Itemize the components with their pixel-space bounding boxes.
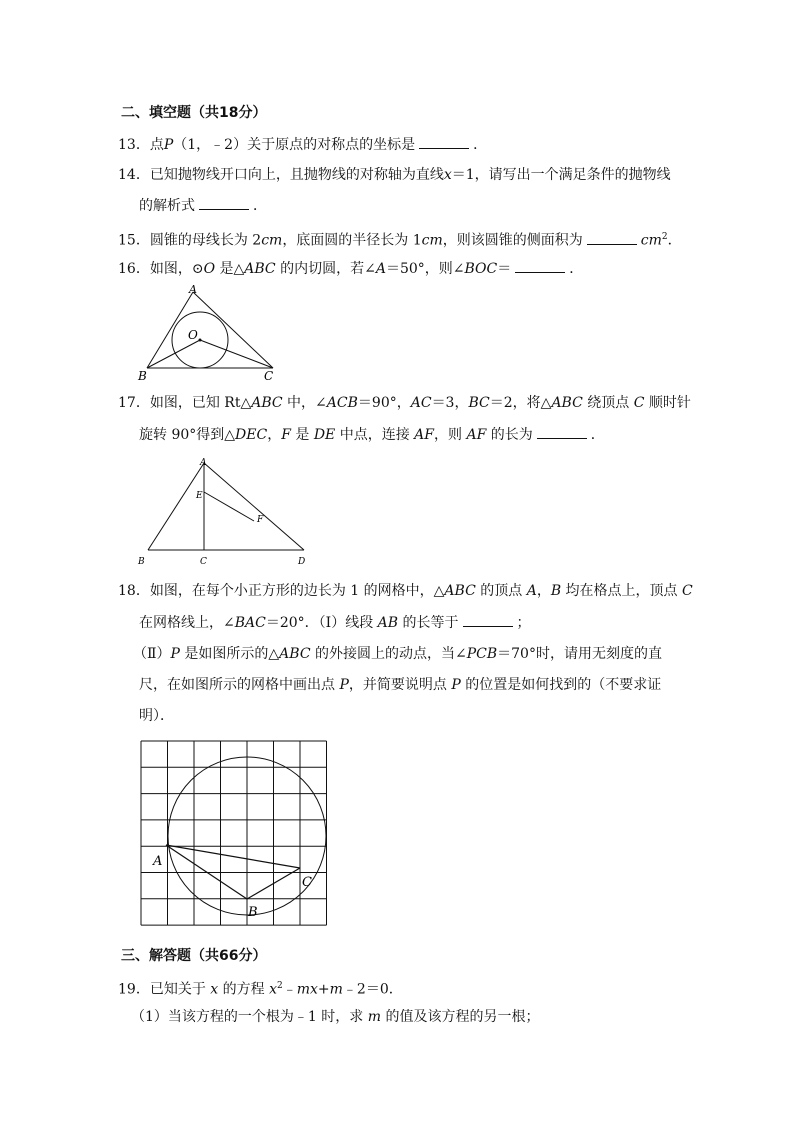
q-number: 15． [118, 232, 150, 249]
var: O [203, 261, 216, 277]
text: 的值及该方程的另一根； [381, 1009, 540, 1025]
text: ＝ [497, 261, 512, 277]
text: ＝2，将△ [489, 395, 552, 411]
question-14-line2 [139, 195, 267, 216]
question-16 [118, 258, 583, 279]
text: 已知关于 [149, 981, 211, 998]
question-17-line2 [139, 424, 605, 445]
text: + [317, 981, 330, 998]
text: 的长等于 [398, 615, 459, 631]
var: DE [313, 427, 336, 443]
var: F [281, 427, 291, 443]
text: 是如图所示的△ [179, 646, 280, 662]
figure-18-grid [140, 740, 330, 930]
answer-blank[interactable] [199, 195, 249, 210]
text: （Ⅱ） [133, 646, 171, 662]
var: ABC [251, 395, 283, 411]
question-18-line1 [118, 581, 693, 601]
question-14-line1 [118, 165, 671, 185]
question-18-line3 [133, 644, 662, 664]
text: 绕顶点 [582, 395, 634, 411]
text: ＝50°，则∠ [385, 261, 465, 277]
text: ＝90°， [357, 395, 411, 411]
label-C: C [264, 369, 274, 382]
text: 已知抛物线开口向上，且抛物线的对称轴为直线 [149, 167, 444, 183]
var: m [329, 981, 343, 998]
text: 的位置是如何找到的（不要求证 [460, 677, 662, 693]
var: BOC [464, 261, 498, 277]
label-B: B [138, 369, 147, 382]
text: 明）． [139, 708, 174, 724]
text: ，则该圆锥的侧面积为 [442, 232, 583, 249]
text: ＝3， [431, 395, 469, 411]
var: C [682, 583, 693, 599]
label-F: F [257, 515, 264, 525]
q-number: 18． [118, 583, 150, 599]
label-C: C [302, 875, 312, 890]
unit: cm [421, 232, 443, 249]
var: ABC [244, 261, 276, 277]
text: ，并简要说明点 [348, 677, 452, 693]
var: AC [410, 395, 432, 411]
text: ． [569, 261, 584, 277]
question-19-part1 [131, 1007, 539, 1027]
var: P [451, 677, 461, 693]
text: 的解析式 [139, 198, 195, 214]
answer-blank[interactable] [537, 424, 587, 439]
var: B [550, 583, 562, 599]
text: ， [267, 427, 282, 443]
question-15 [118, 227, 682, 251]
answer-blank[interactable] [463, 612, 513, 627]
figure-16-incircle [135, 282, 285, 382]
section3-title: 三、解答题（共66分） [121, 948, 267, 964]
text: 圆锥的母线长为 2 [149, 232, 262, 249]
var: ABC [444, 583, 476, 599]
question-17-line1 [118, 393, 691, 413]
text: （1，﹣2）关于原点的对称点的坐标是 [173, 137, 416, 153]
var: ACB [326, 395, 358, 411]
label-D: D [298, 557, 306, 567]
text: 的长为 [486, 427, 533, 443]
var: m [367, 1009, 381, 1025]
text: ，底面圆的半径长为 1 [282, 232, 422, 249]
question-13 [118, 134, 487, 155]
text: ＝1，请写出一个满足条件的抛物线 [451, 167, 671, 183]
text: ， [536, 583, 551, 599]
label-C: C [200, 557, 207, 567]
var: P [339, 677, 349, 693]
var: A [375, 261, 386, 277]
label-B: B [138, 557, 145, 567]
q-number: 17． [118, 395, 150, 411]
var: AF [466, 427, 487, 443]
label-A: A [153, 854, 163, 869]
q-number: 19． [118, 981, 150, 998]
var: DEC [235, 427, 268, 443]
var: BAC [234, 615, 266, 631]
var: x [443, 167, 452, 183]
section2-title: 二、填空题（共18分） [121, 105, 267, 121]
question-18-line2 [139, 612, 531, 633]
unit: cm [640, 232, 662, 249]
var: P [170, 646, 180, 662]
label-E: E [196, 491, 203, 501]
text: 尺，在如图所示的网格中画出点 [139, 677, 340, 693]
var: AF [414, 427, 434, 443]
var: ABC [279, 646, 311, 662]
text: ﹣ [282, 981, 297, 998]
label-O: O [188, 328, 198, 342]
text: （1）当该方程的一个根为﹣1 时，求 [131, 1009, 368, 1025]
text: ． [473, 137, 488, 153]
var: BC [468, 395, 490, 411]
text: 如图，已知 Rt△ [149, 395, 252, 411]
text: 如图，在每个小正方形的边长为 1 的网格中，△ [149, 583, 445, 599]
exponent: 2 [661, 232, 668, 242]
label-A: A [200, 458, 207, 468]
answer-blank[interactable] [587, 230, 637, 245]
var: PCB [466, 646, 498, 662]
text: 均在格点上，顶点 [561, 583, 683, 599]
answer-blank[interactable] [419, 134, 469, 149]
var: x [269, 981, 277, 998]
text: 中点，连接 [335, 427, 415, 443]
text: 顺时针 [644, 395, 691, 411]
unit: cm [261, 232, 283, 249]
text: ﹣2＝0． [342, 981, 403, 998]
var: P [163, 137, 174, 153]
var: x [210, 981, 219, 998]
label-B: B [248, 905, 258, 920]
text: ． [667, 232, 682, 249]
text: 的方程 [218, 981, 270, 998]
answer-blank[interactable] [515, 258, 565, 273]
var: mx [296, 981, 318, 998]
question-18-line4 [139, 675, 661, 695]
var: C [633, 395, 645, 411]
q-number: 14． [118, 167, 150, 183]
text: ； [516, 615, 531, 631]
text: 的外接圆上的动点，当∠ [310, 646, 467, 662]
var: A [526, 583, 537, 599]
exponent: 2 [277, 981, 283, 991]
text: 是△ [215, 261, 245, 277]
text: 如图，⊙ [149, 261, 204, 277]
var: AB [377, 615, 399, 631]
figure-17-rotation [130, 455, 315, 570]
text: ． [590, 427, 605, 443]
text: ＝70°时，请用无刻度的直 [497, 646, 662, 662]
text: ． [253, 198, 267, 214]
text: 是 [290, 427, 314, 443]
text: 旋转 90°得到△ [139, 427, 236, 443]
question-19 [118, 976, 403, 1000]
text: ，则 [434, 427, 467, 443]
q-number: 13． [118, 137, 150, 153]
text: 的内切圆，若∠ [275, 261, 376, 277]
text: 的顶点 [475, 583, 527, 599]
text: ＝20°．（Ⅰ）线段 [265, 615, 378, 631]
q-number: 16． [118, 261, 150, 277]
text: 中，∠ [282, 395, 327, 411]
text: 点 [149, 137, 164, 153]
text: 在网格线上，∠ [139, 615, 235, 631]
question-18-line5 [139, 706, 174, 726]
label-A: A [189, 283, 197, 296]
var: ABC [551, 395, 583, 411]
